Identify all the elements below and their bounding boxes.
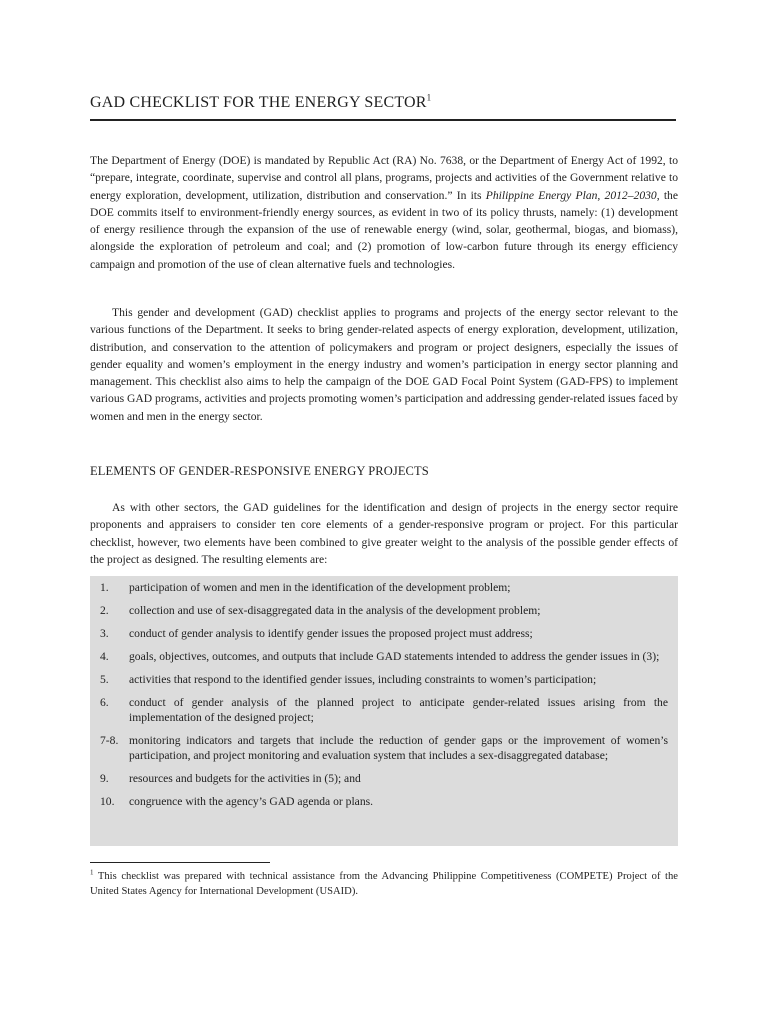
list-item-text: activities that respond to the identified gender issues, including constraints to women’s participation; xyxy=(129,673,597,686)
list-item xyxy=(100,649,668,664)
list-item-number: 7-8. xyxy=(100,734,119,747)
intro-p1-end: , the DOE commits itself to environment-friendly energy sources, as evident in two of its policy thrusts, namely: (1) development of energy resilience through the expansion of the use of renewable energy (wind, solar, geothermal, biogas, and biomass), alongside the exploration of petroleum and coal; and (2) promotion of low-carbon future through its energy efficiency campaign and promotion of the use of clean alternative fuels and technologies. xyxy=(90,188,678,271)
list-item-text: goals, objectives, outcomes, and outputs that include GAD statements intended to address the gender issues in (3); xyxy=(129,650,660,663)
list-item xyxy=(100,794,668,809)
list-item-text: participation of women and men in the identification of the development problem; xyxy=(129,581,511,594)
list-item-text: congruence with the agency’s GAD agenda or plans. xyxy=(129,795,374,808)
footnote-marker: 1 xyxy=(90,868,94,877)
list-item-number: 10. xyxy=(100,795,115,808)
intro-paragraph-2: This gender and development (GAD) checklist applies to programs and projects of the energy sector relevant to the various functions of the Department. It seeks to bring gender-related aspects of energy exploration, development, utilization, distribution, and conservation to the attention of policymakers and program or project designers, especially the issues of gender equality and women’s employment in the energy industry and women’s participation in energy sector planning and management. This checklist also aims to help the campaign of the DOE GAD Focal Point System (GAD-FPS) to implement various GAD programs, activities and projects promoting women’s participation and addressing gender-related issues faced by women and men in the energy sector. xyxy=(90,306,678,423)
list-item xyxy=(100,672,668,687)
elements-intro-paragraph: As with other sectors, the GAD guidelines for the identification and design of projects in the energy sector require proponents and appraisers to consider ten core elements of a gender-responsive program or project. For this particular checklist, however, two elements have been combined to give greater weight to the analysis of the possible gender effects of the project as designed. The resulting elements are: xyxy=(90,501,678,566)
intro-p1-start: The Department of Energy (DOE) is mandated by Republic Act (RA) No. 7638, or the Department of Energy Act of 1992, to “prepare, integrate, coordinate, supervise and control all plans, programs, projects and activities of the Government relative to energy exploration, development, utilization, distribution and conservation.” In its xyxy=(90,154,678,202)
page-title-text: GAD CHECKLIST FOR THE ENERGY SECTOR xyxy=(90,94,427,111)
list-item-number: 3. xyxy=(100,627,109,640)
list-item-number: 5. xyxy=(100,673,109,686)
intro-paragraph-1 xyxy=(90,152,678,273)
list-item-text: monitoring indicators and targets that include the reduction of gender gaps or the improvement of women’s participation, and project monitoring and evaluation system that includes a sex-disaggregated database; xyxy=(129,734,668,762)
list-item-number: 4. xyxy=(100,650,109,663)
section-heading: ELEMENTS OF GENDER-RESPONSIVE ENERGY PROJECTS xyxy=(90,464,429,478)
list-item-text: conduct of gender analysis to identify gender issues the proposed project must address; xyxy=(129,627,533,640)
title-underline xyxy=(90,119,676,121)
list-item xyxy=(100,695,668,725)
footnote xyxy=(90,869,678,899)
title-footnote-marker: 1 xyxy=(426,92,432,103)
list-item xyxy=(100,580,668,595)
list-item xyxy=(100,733,668,763)
intro-p1-plan-title: Philippine Energy Plan, 2012–2030 xyxy=(485,188,657,202)
list-item xyxy=(100,626,668,641)
elements-list-box xyxy=(90,576,678,846)
list-item-number: 9. xyxy=(100,772,109,785)
list-item xyxy=(100,771,668,786)
list-item-number: 6. xyxy=(100,696,109,709)
list-item-number: 1. xyxy=(100,581,109,594)
footnote-divider xyxy=(90,862,270,863)
footnote-text: This checklist was prepared with technical assistance from the Advancing Philippine Competitiveness (COMPETE) Project of the United States Agency for International Development (USAID). xyxy=(90,871,678,897)
page-title xyxy=(90,92,676,114)
list-item xyxy=(100,603,668,618)
list-item-text: resources and budgets for the activities in (5); and xyxy=(129,772,361,785)
list-item-text: collection and use of sex-disaggregated data in the analysis of the development problem; xyxy=(129,604,541,617)
list-item-number: 2. xyxy=(100,604,109,617)
list-item-text: conduct of gender analysis of the planned project to anticipate gender-related issues arising from the implementation of the designed project; xyxy=(129,696,668,724)
